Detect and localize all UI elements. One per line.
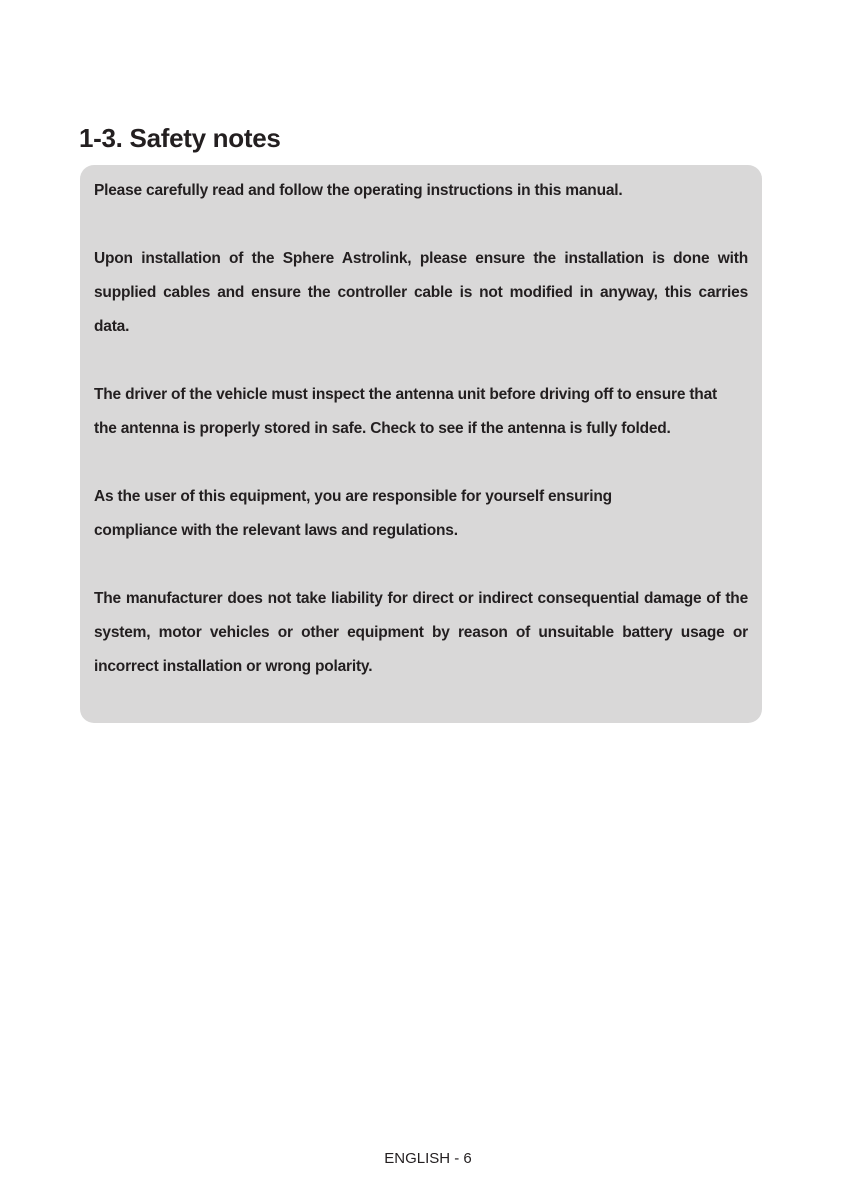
note-read-instructions: Please carefully read and follow the operating instructions in this manual. (94, 182, 623, 199)
note-antenna-inspection: The driver of the vehicle must inspect the antenna unit before driving off to ensure that the antenna is properly stored in safe. Check to see if the antenna is fully folded. (94, 386, 717, 437)
note-manufacturer-liability: The manufacturer does not take liability for direct or indirect consequential damage of the system, motor vehicles or other equipment by reason of unsuitable battery usage or incorrect installation or wrong polarity. (94, 590, 748, 675)
safety-notes-box (80, 165, 762, 723)
note-user-responsibility: As the user of this equipment, you are responsible for yourself ensuring compliance with the relevant laws and regulations. (94, 488, 612, 539)
note-installation-cables: Upon installation of the Sphere Astrolink, please ensure the installation is done with supplied cables and ensure the controller cable is not modified in anyway, this carries data. (94, 250, 748, 335)
page-footer: ENGLISH - 6 (384, 1150, 472, 1167)
section-title: 1-3. Safety notes (79, 123, 281, 153)
